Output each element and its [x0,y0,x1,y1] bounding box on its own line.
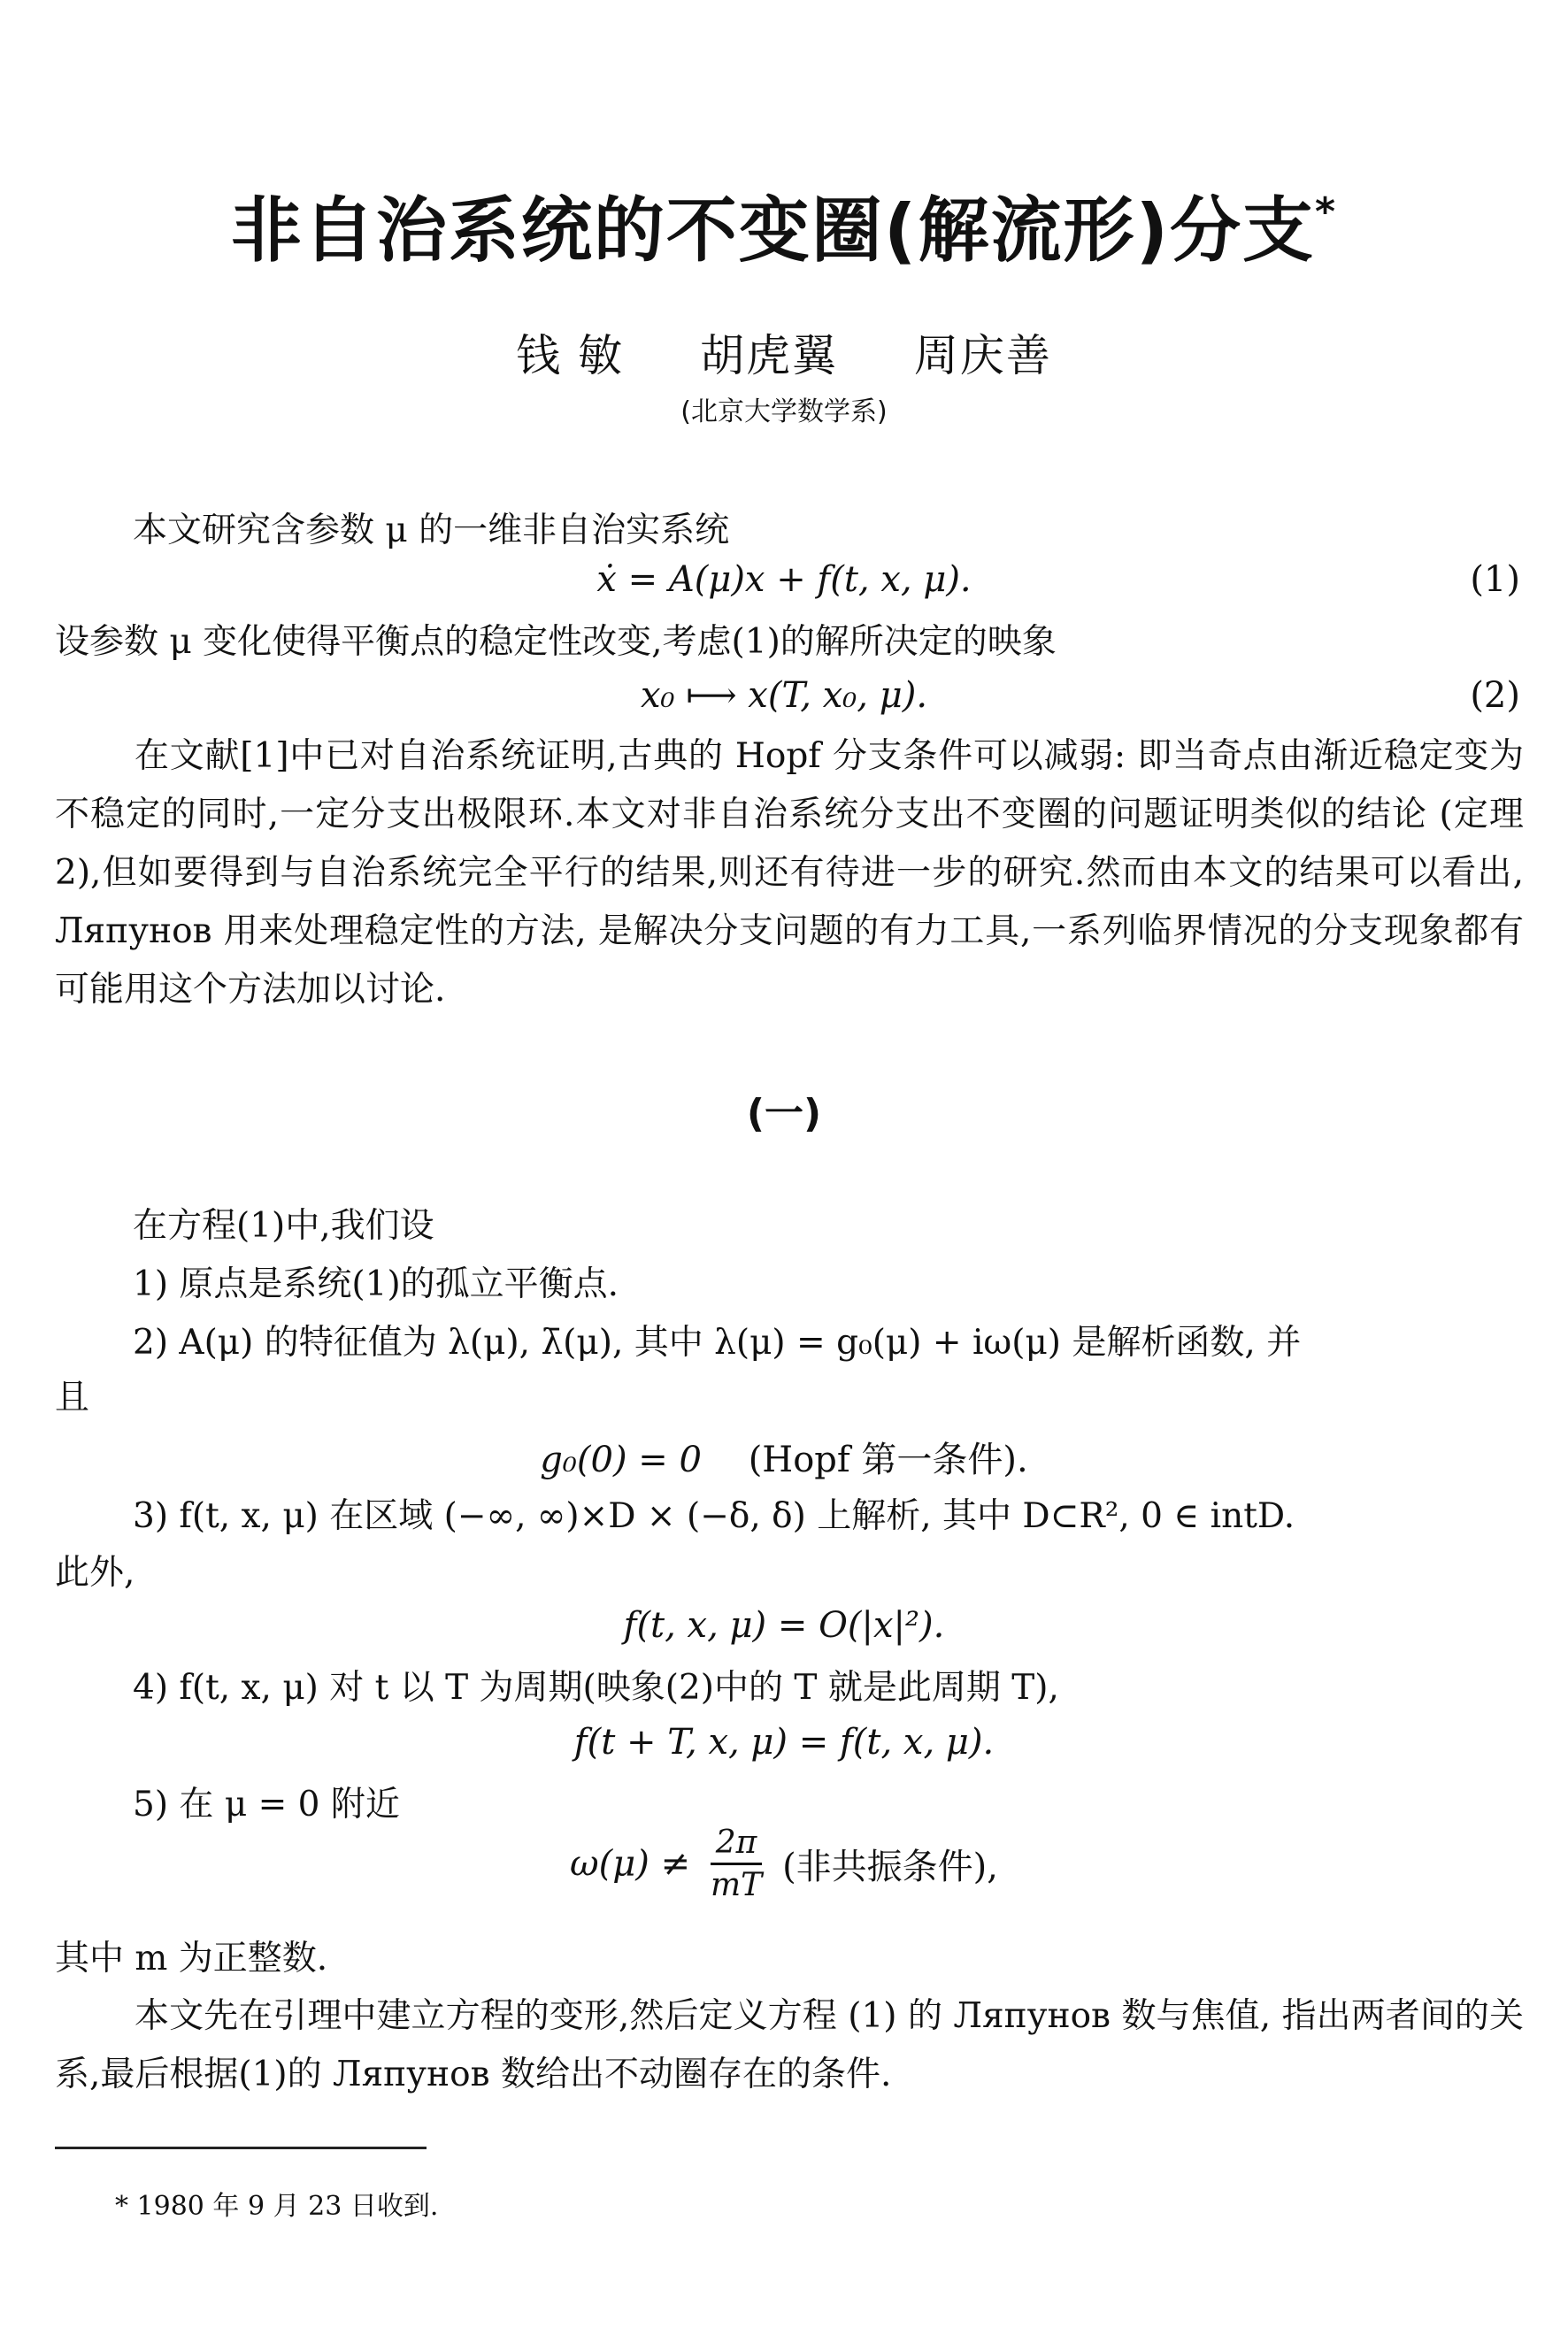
title-footnote-mark: * [1315,189,1338,235]
fraction-numerator: 2π [711,1825,763,1865]
equation-1-number: (1) [1470,559,1520,600]
equation-g0-formula: g₀(0) = 0 [540,1440,702,1480]
equation-nonresonance [0,1825,1568,1903]
paragraph-1 [55,727,1524,1019]
paragraph-1-text: 在文献[1]中已对自治系统证明,古典的 Hopf 分支条件可以减弱: 即当奇点由渐近稳定变为不稳定的同时,一定分支出极限环.本文对非自治系统分支出不变圈的问题证明类似的结论 (定理 2),但如要得到与自治系统完全平行的结果,则还有待进一步的研究.然而由本文的结果可以看出, Ляпунов 用来处理稳定性的方法, 是解决分支问题的有力工具,一系列临界情况的分支现象都有可能用这个方法加以讨论. [55,736,1524,1010]
footnote-divider [55,2147,427,2149]
condition-2-continuation: 且 [55,1378,90,1418]
equation-2-number: (2) [1470,675,1520,716]
fraction [711,1825,763,1903]
affiliation: (北京大学数学系) [680,396,888,427]
paper-title [0,173,1568,275]
fraction-denominator: mT [710,1867,763,1903]
condition-4: 4) f(t, x, μ) 对 t 以 T 为周期(映象(2)中的 T 就是此周期 T), [133,1668,1059,1708]
author-list [0,320,1568,384]
condition-5-continuation: 其中 m 为正整数. [55,1939,328,1978]
condition-1: 1) 原点是系统(1)的孤立平衡点. [133,1264,619,1304]
equation-2: x₀ ⟼ x(T, x₀, μ). [640,675,928,716]
section-heading: (一) [746,1091,822,1136]
equation-nonresonance-left: ω(μ) ≠ [569,1843,691,1885]
condition-3-continuation: 此外, [55,1553,135,1593]
text-line: 设参数 μ 变化使得平衡点的稳定性改变,考虑(1)的解所决定的映象 [55,622,1057,662]
footnote: * 1980 年 9 月 23 日收到. [115,2191,439,2222]
equation-g0 [0,1432,1568,1482]
assumption-intro: 在方程(1)中,我们设 [133,1206,434,1246]
condition-2: 2) A(μ) 的特征值为 λ(μ), λ̄(μ), 其中 λ(μ) = g₀(μ) + iω(μ) 是解析函数, 并 [133,1323,1302,1363]
paragraph-2 [55,1987,1524,2104]
author-name: 周庆善 [913,330,1052,381]
equation-g0-note: (Hopf 第一条件). [748,1440,1028,1480]
equation-nonresonance-note: (非共振条件), [782,1847,998,1887]
intro-line: 本文研究含参数 μ 的一维非自治实系统 [133,511,730,550]
paragraph-2-text: 本文先在引理中建立方程的变形,然后定义方程 (1) 的 Ляпунов 数与焦值, 指出两者间的关系,最后根据(1)的 Ляпунов 数给出不动圈存在的条件. [55,1996,1524,2094]
equation-order: f(t, x, μ) = O(|x|²). [623,1605,945,1646]
title-text: 非自治系统的不变圈(解流形)分支 [230,189,1316,272]
equation-1: ẋ = A(μ)x + f(t, x, μ). [596,559,972,600]
author-name: 胡虎翼 [699,330,838,381]
equation-periodic: f(t + T, x, μ) = f(t, x, μ). [573,1722,995,1763]
author-name: 钱 敏 [516,330,625,381]
condition-3: 3) f(t, x, μ) 在区域 (−∞, ∞)×D × (−δ, δ) 上解析, 其中 D⊂R², 0 ∈ intD. [133,1496,1295,1536]
condition-5: 5) 在 μ = 0 附近 [133,1785,400,1825]
